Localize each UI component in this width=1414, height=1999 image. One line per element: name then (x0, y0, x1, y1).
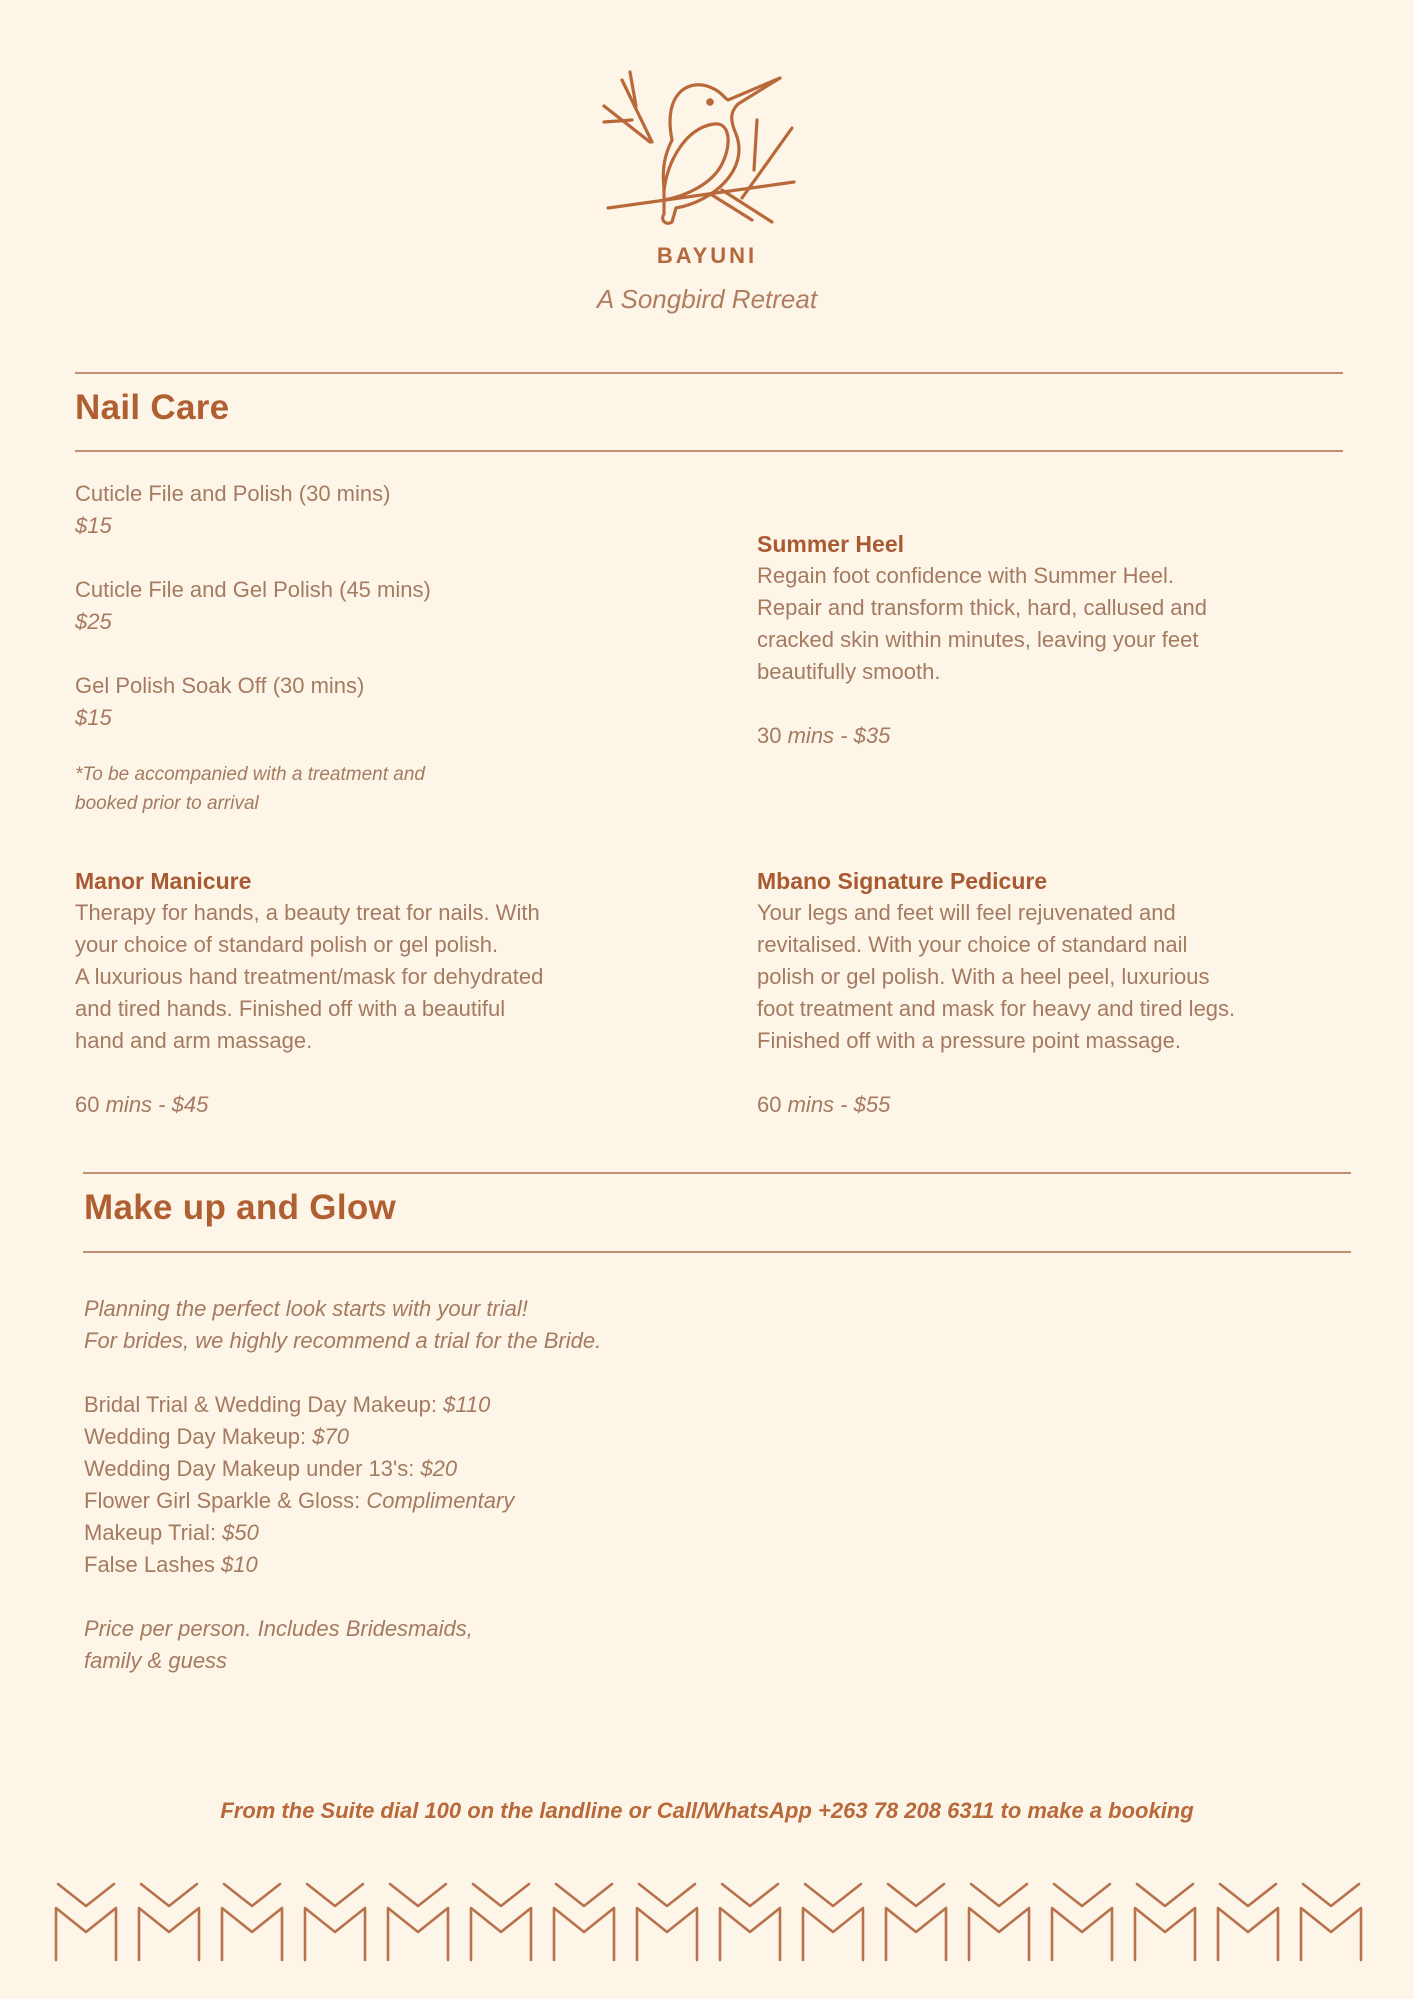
section-divider (75, 450, 1343, 452)
section-divider (83, 1172, 1351, 1174)
section-title-nail-care: Nail Care (75, 388, 230, 427)
service-card-mbano-pedicure: Mbano Signature Pedicure Your legs and feet will feel rejuvenated and revitalised. With your choice of standard nail polish or gel polish. With a heel peel, luxurious foot treatment and mask for heavy and tired legs. Finished off with a pressure point massage. 60 mins - $55 (757, 865, 1377, 1121)
makeup-price-item: Wedding Day Makeup: $70 (84, 1424, 349, 1449)
makeup-note: family & guess (84, 1648, 228, 1673)
makeup-price-item: False Lashes $10 (84, 1552, 258, 1577)
makeup-intro: For brides, we highly recommend a trial for the Bride. (84, 1328, 602, 1353)
booking-note: *To be accompanied with a treatment and booked prior to arrival (75, 764, 425, 814)
booking-call-to-action: From the Suite dial 100 on the landline or Call/WhatsApp +263 78 208 6311 to make a booking (220, 1798, 1194, 1823)
section-divider (83, 1251, 1351, 1253)
service-duration-price: 60 mins - $55 (757, 1092, 891, 1117)
section-divider (75, 372, 1343, 374)
service-title: Manor Manicure (75, 868, 252, 894)
makeup-price-item: Wedding Day Makeup under 13's: $20 (84, 1456, 458, 1481)
service-name: Gel Polish Soak Off (30 mins) (75, 673, 365, 698)
kingfisher-bird-logo-icon (602, 60, 812, 230)
simple-services-list (75, 478, 675, 818)
service-card-summer-heel: Summer Heel Regain foot confidence with Summer Heel. Repair and transform thick, hard, callused and cracked skin within minutes, leaving your feet beautifully smooth. 30 mins - $35 (757, 528, 1357, 752)
service-name: Cuticle File and Polish (30 mins) (75, 481, 391, 506)
m-chevron-border-pattern-icon (54, 1880, 1364, 1964)
service-item (75, 478, 675, 542)
section-title-makeup: Make up and Glow (84, 1188, 397, 1227)
logo (0, 60, 1414, 230)
service-item (75, 574, 675, 638)
makeup-price-item: Makeup Trial: $50 (84, 1520, 259, 1545)
makeup-price-item: Flower Girl Sparkle & Gloss: Complimentary (84, 1488, 515, 1513)
service-card-manor-manicure: Manor Manicure Therapy for hands, a beauty treat for nails. With your choice of standard polish or gel polish. A luxurious hand treatment/mask for dehydrated and tired hands. Finished off with a beautiful hand and arm massage. 60 mins - $45 (75, 865, 715, 1121)
brand-name: BAYUNI (656, 243, 758, 268)
service-title: Summer Heel (757, 531, 905, 557)
makeup-note: Price per person. Includes Bridesmaids, (84, 1616, 473, 1641)
service-price: $25 (75, 609, 112, 634)
makeup-intro: Planning the perfect look starts with your trial! (84, 1296, 528, 1321)
service-duration-price: 60 mins - $45 (75, 1092, 209, 1117)
service-price: $15 (75, 705, 112, 730)
service-title: Mbano Signature Pedicure (757, 868, 1048, 894)
makeup-content (84, 1293, 884, 1677)
brand-tagline: A Songbird Retreat (596, 284, 818, 314)
service-price: $15 (75, 513, 112, 538)
service-item (75, 670, 675, 734)
service-name: Cuticle File and Gel Polish (45 mins) (75, 577, 431, 602)
makeup-price-item: Bridal Trial & Wedding Day Makeup: $110 (84, 1392, 491, 1417)
service-duration-price: 30 mins - $35 (757, 723, 891, 748)
